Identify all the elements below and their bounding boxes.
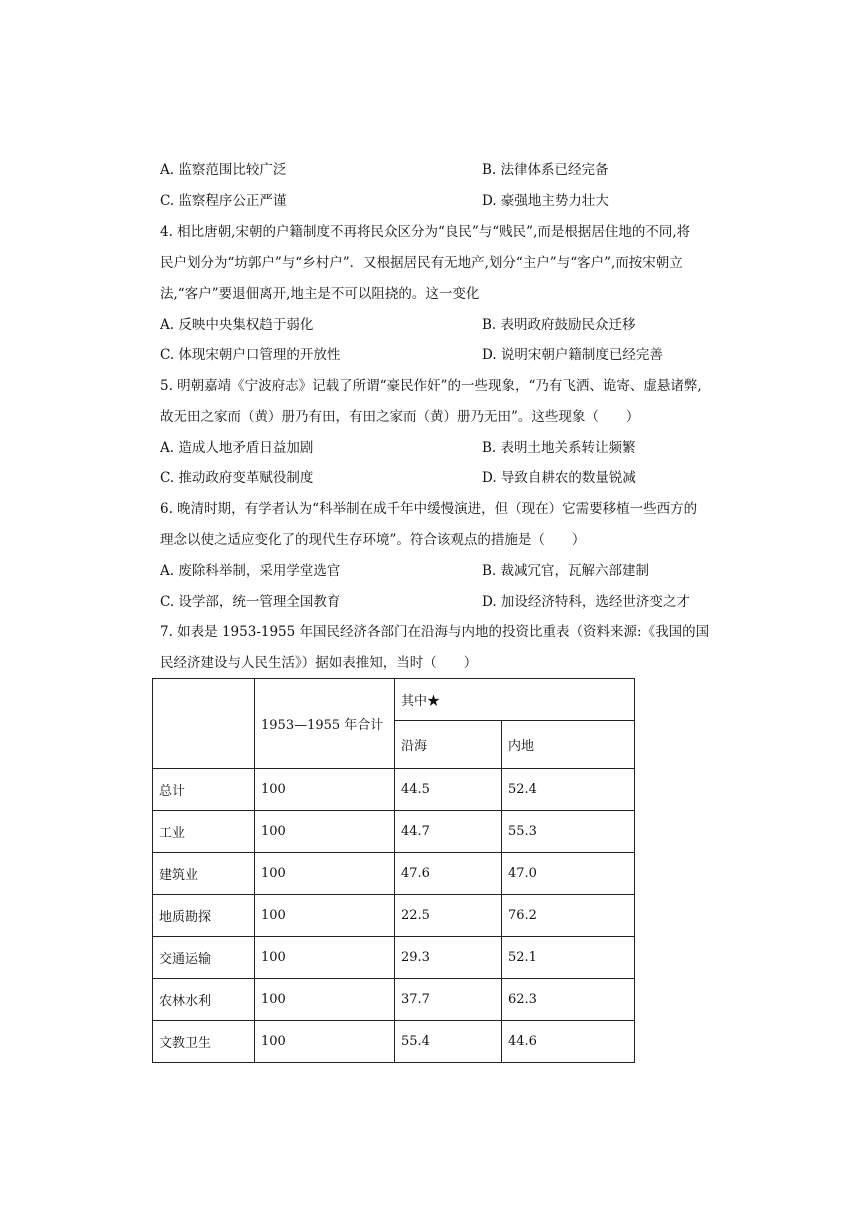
q6-option-c: C. 设学部，统一管理全国教育	[160, 594, 341, 610]
q3-option-a: A. 监察范围比较广泛	[160, 162, 287, 178]
q5-stem-line-2: 故无田之家而（黄）册乃有田，有田之家而（黄）册乃无田”。这些现象（ ）	[160, 409, 640, 425]
q4-stem-line-2: 民户划分为“坊郭户”与“乡村户”．又根据居民有无地产,划分“主户”与“客户”,而按宋朝立	[160, 255, 683, 271]
cell-coast: 44.7	[395, 811, 502, 853]
q5-option-b: B. 表明土地关系转让频繁	[482, 440, 636, 456]
cell-sector: 农林水利	[153, 979, 255, 1021]
table-header-row	[153, 679, 635, 721]
q7-stem-line-1: 7. 如表是 1953-1955 年国民经济各部门在沿海与内地的投资比重表（资料来源:《我国的国	[160, 624, 710, 640]
cell-coast: 37.7	[395, 979, 502, 1021]
cell-inland: 62.3	[502, 979, 635, 1021]
table-corner-cell	[153, 679, 255, 769]
header-coast: 沿海	[395, 721, 502, 769]
q4-option-c: C. 体现宋朝户口管理的开放性	[160, 347, 341, 363]
q3-option-c: C. 监察程序公正严谨	[160, 193, 287, 209]
cell-inland: 52.4	[502, 769, 635, 811]
table-row	[153, 853, 635, 895]
cell-total: 100	[255, 769, 395, 811]
cell-total: 100	[255, 1021, 395, 1063]
q6-stem-line-2: 理念以使之适应变化了的现代生存环境”。符合该观点的措施是（ ）	[160, 532, 586, 548]
cell-inland: 44.6	[502, 1021, 635, 1063]
q4-option-b: B. 表明政府鼓励民众迁移	[482, 317, 636, 333]
cell-inland: 47.0	[502, 853, 635, 895]
q3-option-b: B. 法律体系已经完备	[482, 162, 609, 178]
cell-sector: 工业	[153, 811, 255, 853]
table-row	[153, 1021, 635, 1063]
cell-sector: 建筑业	[153, 853, 255, 895]
header-inland: 内地	[502, 721, 635, 769]
investment-table	[152, 678, 635, 1063]
q4-stem-line-1: 4. 相比唐朝,宋朝的户籍制度不再将民众区分为“良民”与“贱民”,而是根据居住地的不同,将	[160, 224, 691, 240]
cell-total: 100	[255, 811, 395, 853]
cell-total: 100	[255, 937, 395, 979]
cell-total: 100	[255, 895, 395, 937]
q5-option-d: D. 导致自耕农的数量锐减	[482, 470, 636, 486]
cell-inland: 76.2	[502, 895, 635, 937]
table-row	[153, 811, 635, 853]
cell-coast: 22.5	[395, 895, 502, 937]
cell-sector: 地质勘探	[153, 895, 255, 937]
q5-stem-line-1: 5. 明朝嘉靖《宁波府志》记载了所谓“豪民作奸”的一些现象，“乃有飞洒、诡寄、虚悬诸弊,	[160, 378, 702, 394]
cell-coast: 47.6	[395, 853, 502, 895]
cell-total: 100	[255, 853, 395, 895]
q5-option-c: C. 推动政府变革赋役制度	[160, 470, 314, 486]
q4-stem-line-3: 法,“客户”要退佃离开,地主是不可以阻挠的。这一变化	[160, 286, 480, 302]
cell-coast: 55.4	[395, 1021, 502, 1063]
q6-option-a: A. 废除科举制，采用学堂选官	[160, 563, 341, 579]
q4-option-a: A. 反映中央集权趋于弱化	[160, 317, 314, 333]
q4-option-d: D. 说明宋朝户籍制度已经完善	[482, 347, 663, 363]
cell-coast: 44.5	[395, 769, 502, 811]
header-group: 其中★	[395, 679, 635, 721]
cell-coast: 29.3	[395, 937, 502, 979]
cell-inland: 55.3	[502, 811, 635, 853]
q7-stem-line-2: 民经济建设与人民生活》）据如表推知，当时（ ）	[160, 655, 478, 671]
table-row	[153, 937, 635, 979]
cell-inland: 52.1	[502, 937, 635, 979]
cell-sector: 交通运输	[153, 937, 255, 979]
table-row	[153, 979, 635, 1021]
q3-option-d: D. 豪强地主势力壮大	[482, 193, 609, 209]
q6-stem-line-1: 6. 晚清时期，有学者认为“科举制在成千年中缓慢演进，但（现在）它需要移植一些西方的	[160, 501, 698, 517]
cell-sector: 文教卫生	[153, 1021, 255, 1063]
q5-option-a: A. 造成人地矛盾日益加剧	[160, 440, 314, 456]
q6-option-b: B. 裁减冗官，瓦解六部建制	[482, 563, 650, 579]
q6-option-d: D. 加设经济特科，选经世济变之才	[482, 594, 690, 610]
table-row	[153, 895, 635, 937]
table-row	[153, 769, 635, 811]
cell-total: 100	[255, 979, 395, 1021]
header-total: 1953—1955 年合计	[255, 679, 395, 769]
cell-sector: 总计	[153, 769, 255, 811]
